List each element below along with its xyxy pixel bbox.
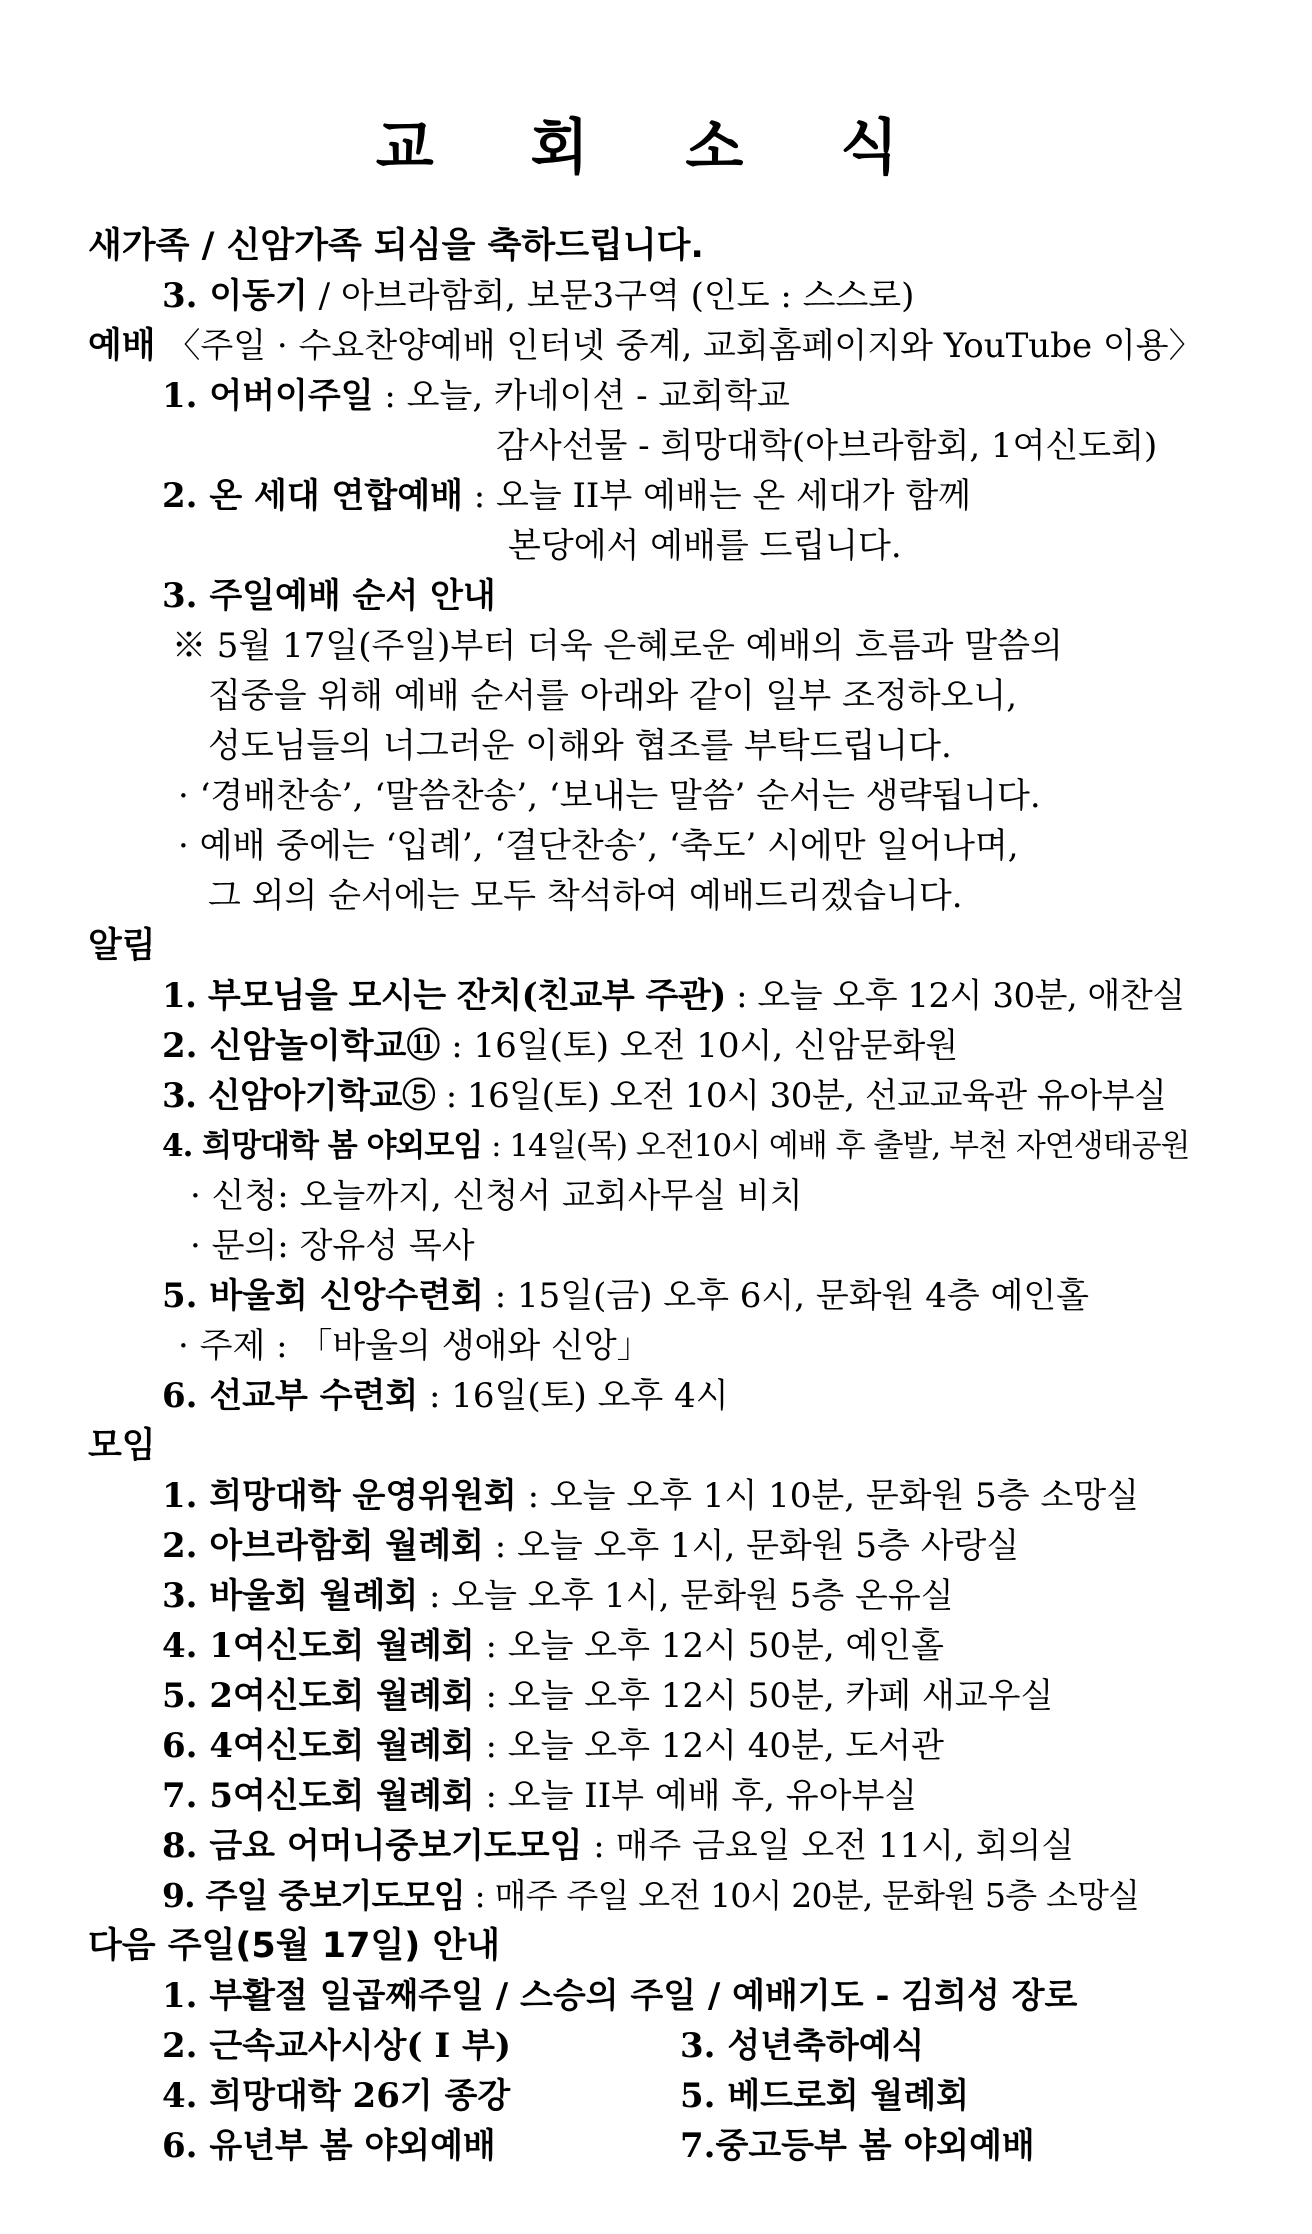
notice-item-4-sub-2: · 문의: 장유성 목사: [190, 1226, 475, 1266]
meeting-item-8: [162, 1822, 1074, 1870]
meeting-item-7-text: : 오늘 II부 예배 후, 유아부실: [474, 1776, 918, 1816]
page-title: 교 회 소 식: [375, 113, 937, 183]
next-sunday-item-4: 4. 희망대학 26기 종강: [162, 2076, 511, 2116]
meeting-item-2: [162, 1522, 1019, 1570]
section-heading-worship-row: [88, 322, 1203, 370]
section-heading-notices: 알림: [88, 926, 156, 966]
meeting-item-3: [162, 1572, 954, 1620]
notice-item-2: [162, 1022, 958, 1070]
worship-heading-note: 〈주일 · 수요찬양예배 인터넷 중계, 교회홈페이지와 YouTube 이용〉: [155, 326, 1203, 366]
notice-item-5-label: 5. 바울회 신앙수련회: [162, 1276, 484, 1316]
worship-item-2-cont: 본당에서 예배를 드립니다.: [508, 526, 902, 566]
section-heading-meetings: 모임: [88, 1426, 156, 1466]
meeting-item-1-text: : 오늘 오후 1시 10분, 문화원 5층 소망실: [516, 1476, 1139, 1516]
notice-item-4-text: : 14일(목) 오전10시 예배 후 출발, 부천 자연생태공원: [482, 1128, 1190, 1164]
meeting-item-8-label: 8. 금요 어머니중보기도모임: [162, 1826, 583, 1866]
worship-note-line-1: ※ 5월 17일(주일)부터 더욱 은혜로운 예배의 흐름과 말씀의: [172, 626, 1063, 666]
notice-item-3-text: : 16일(토) 오전 10시 30분, 선교교육관 유아부실: [435, 1076, 1167, 1116]
meeting-item-9: [162, 1872, 1139, 1920]
worship-item-1: [162, 372, 790, 420]
notice-item-4-label: 4. 희망대학 봄 야외모임: [162, 1128, 483, 1164]
meeting-item-1: [162, 1472, 1139, 1520]
meeting-item-4-label: 4. 1여신도회 월례회: [162, 1626, 475, 1666]
meeting-item-6-text: : 오늘 오후 12시 40분, 도서관: [474, 1726, 944, 1766]
next-sunday-item-3: 3. 성년축하예식: [680, 2026, 925, 2066]
meeting-item-6-label: 6. 4여신도회 월례회: [162, 1726, 475, 1766]
worship-item-1-text: : 오늘, 카네이션 - 교회학교: [373, 376, 790, 416]
meeting-item-9-text: : 매주 주일 오전 10시 20분, 문화원 5층 소망실: [464, 1876, 1140, 1915]
worship-item-1-cont: 감사선물 - 희망대학(아브라함회, 1여신도회): [496, 426, 1158, 466]
notice-item-5-text: : 15일(금) 오후 6시, 문화원 4층 예인홀: [483, 1276, 1090, 1316]
next-sunday-item-5: 5. 베드로회 월례회: [680, 2076, 970, 2116]
notice-item-3-label: 3. 신암아기학교⑤: [162, 1076, 436, 1116]
worship-item-3-label: 3. 주일예배 순서 안내: [162, 576, 496, 616]
meeting-item-2-label: 2. 아브라함회 월례회: [162, 1526, 484, 1566]
next-sunday-item-6: 6. 유년부 봄 야외예배: [162, 2126, 496, 2166]
worship-item-2: [162, 472, 971, 520]
notice-item-6: [162, 1372, 729, 1420]
notice-item-5-sub-1: · 주제 : 「바울의 생애와 신앙」: [178, 1326, 651, 1366]
new-family-entry-text: / 아브라함회, 보문3구역 (인도 : 스스로): [307, 276, 915, 316]
notice-item-1-label: 1. 부모님을 모시는 잔치(친교부 주관): [162, 976, 726, 1016]
notice-item-6-label: 6. 선교부 수련회: [162, 1376, 419, 1416]
meeting-item-2-text: : 오늘 오후 1시, 문화원 5층 사랑실: [483, 1526, 1020, 1566]
notice-item-4-sub-1: · 신청: 오늘까지, 신청서 교회사무실 비치: [190, 1176, 803, 1216]
meeting-item-7: [162, 1772, 917, 1820]
worship-bullet-2: · 예배 중에는 ‘입례’, ‘결단찬송’, ‘축도’ 시에만 일어나며,: [178, 826, 1019, 866]
meeting-item-8-text: : 매주 금요일 오전 11시, 회의실: [582, 1826, 1075, 1866]
notice-item-4: [162, 1122, 1190, 1170]
section-heading-new-family: 새가족 / 신암가족 되심을 축하드립니다.: [88, 226, 704, 266]
next-sunday-item-7: 7.중고등부 봄 야외예배: [680, 2126, 1035, 2166]
meeting-item-5-text: : 오늘 오후 12시 50분, 카페 새교우실: [474, 1676, 1054, 1716]
meeting-item-7-label: 7. 5여신도회 월례회: [162, 1776, 475, 1816]
section-heading-worship: 예배: [88, 326, 156, 366]
notice-item-2-label: 2. 신암놀이학교⑪: [162, 1026, 441, 1066]
notice-item-3: [162, 1072, 1166, 1120]
notice-item-6-text: : 16일(토) 오후 4시: [418, 1376, 729, 1416]
worship-bullet-1: · ‘경배찬송’, ‘말씀찬송’, ‘보내는 말씀’ 순서는 생략됩니다.: [178, 776, 1041, 816]
notice-item-1-text: : 오늘 오후 12시 30분, 애찬실: [725, 976, 1185, 1016]
meeting-item-6: [162, 1722, 944, 1770]
notice-item-5: [162, 1272, 1089, 1320]
meeting-item-5-label: 5. 2여신도회 월례회: [162, 1676, 475, 1716]
meeting-item-4: [162, 1622, 944, 1670]
worship-item-2-label: 2. 온 세대 연합예배: [162, 476, 463, 516]
section-heading-next-sunday: 다음 주일(5월 17일) 안내: [88, 1926, 501, 1966]
meeting-item-9-label: 9. 주일 중보기도모임: [162, 1876, 465, 1915]
notice-item-1: [162, 972, 1185, 1020]
notice-item-2-text: : 16일(토) 오전 10시, 신암문화원: [440, 1026, 959, 1066]
meeting-item-5: [162, 1672, 1053, 1720]
new-family-entry-label: 3. 이동기: [162, 276, 308, 316]
meeting-item-4-text: : 오늘 오후 12시 50분, 예인홀: [474, 1626, 944, 1666]
next-sunday-item-2: 2. 근속교사시상( I 부): [162, 2026, 511, 2066]
meeting-item-1-label: 1. 희망대학 운영위원회: [162, 1476, 517, 1516]
meeting-item-3-label: 3. 바울회 월례회: [162, 1576, 419, 1616]
meeting-item-3-text: : 오늘 오후 1시, 문화원 5층 온유실: [418, 1576, 954, 1616]
new-family-entry: [162, 272, 914, 320]
worship-item-2-text: : 오늘 II부 예배는 온 세대가 함께: [462, 476, 972, 516]
worship-bullet-2-cont: 그 외의 순서에는 모두 착석하여 예배드리겠습니다.: [208, 876, 963, 916]
next-sunday-item-1: 1. 부활절 일곱째주일 / 스승의 주일 / 예배기도 - 김희성 장로: [162, 1976, 1078, 2016]
worship-note-line-3: 성도님들의 너그러운 이해와 협조를 부탁드립니다.: [208, 726, 952, 766]
worship-note-line-2: 집중을 위해 예배 순서를 아래와 같이 일부 조정하오니,: [208, 676, 1018, 716]
worship-item-1-label: 1. 어버이주일: [162, 376, 374, 416]
